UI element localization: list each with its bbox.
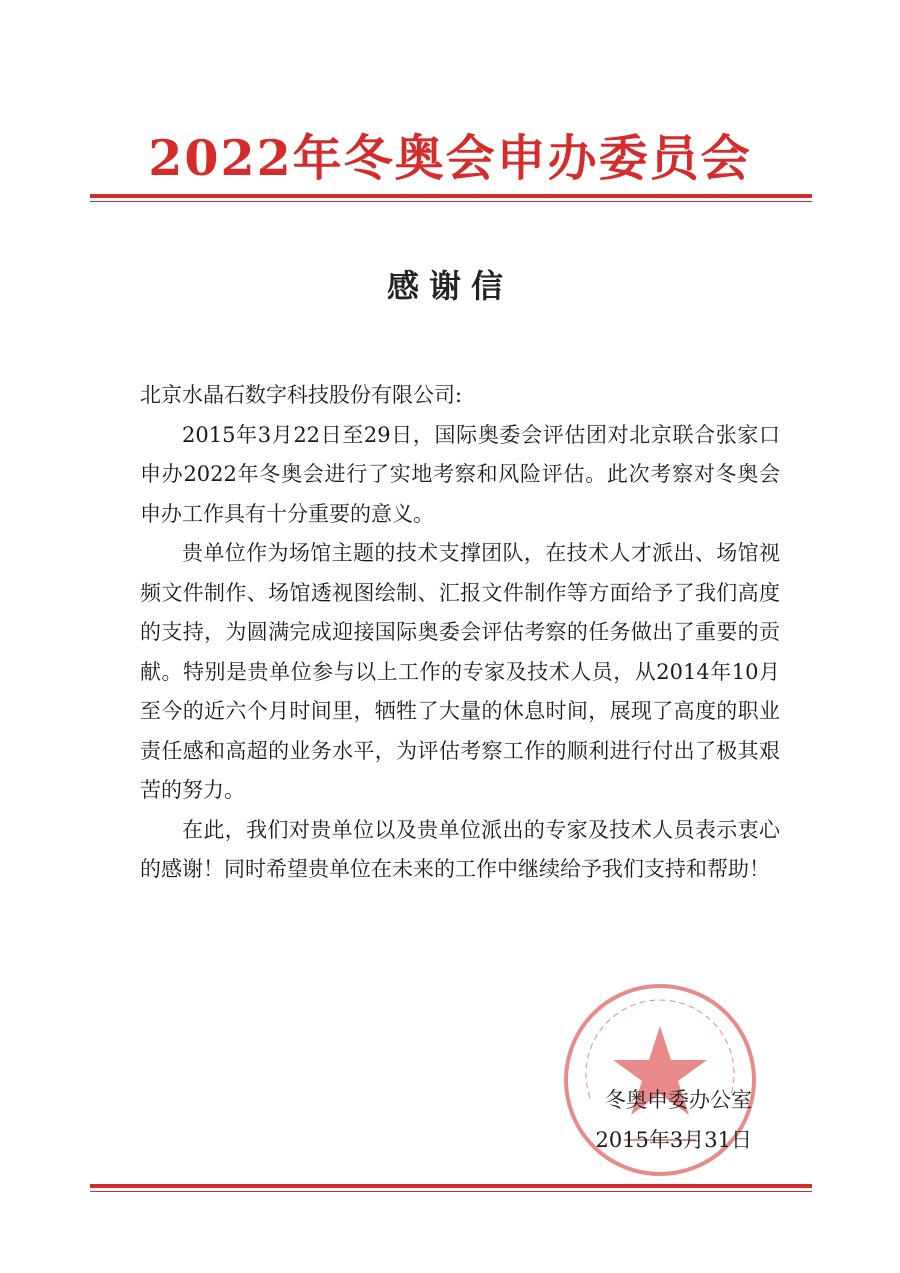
- letterhead-title: 2022年冬奥会申办委员会: [148, 129, 752, 187]
- paragraph-2: 贵单位作为场馆主题的技术支撑团队，在技术人才派出、场馆视频文件制作、场馆透视图绘制、汇报文件制作等方面给予了我们高度的支持，为圆满完成迎接国际奥委会评估考察的任务做出了重要的贡献。特别是贵单位参与以上工作的专家及技术人员，从2014年10月至今的近六个月时间里，牺牲了大量的休息时间，展现了高度的职业责任感和高超的业务水平，为评估考察工作的顺利进行付出了极其艰苦的努力。: [140, 541, 780, 802]
- paragraph-3: 在此，我们对贵单位以及贵单位派出的专家及技术人员表示衷心的感谢！同时希望贵单位在未来的工作中继续给予我们支持和帮助！: [140, 817, 780, 881]
- letterhead-divider-top: [90, 194, 812, 202]
- signature-block: [540, 1080, 780, 1160]
- paragraph-1: 2015年3月22日至29日，国际奥委会评估团对北京联合张家口申办2022年冬奥会进行了实地考察和风险评估。此次考察对冬奥会申办工作具有十分重要的意义。: [140, 422, 780, 526]
- signature-date: 2015年3月31日: [595, 1128, 752, 1152]
- letter-body: [140, 376, 780, 890]
- salutation: 北京水晶石数字科技股份有限公司:: [140, 383, 463, 407]
- letter-heading: 感谢信: [386, 267, 513, 305]
- letterhead-divider-bottom: [90, 1184, 812, 1192]
- signature-office: 冬奥申委办公室: [605, 1088, 752, 1112]
